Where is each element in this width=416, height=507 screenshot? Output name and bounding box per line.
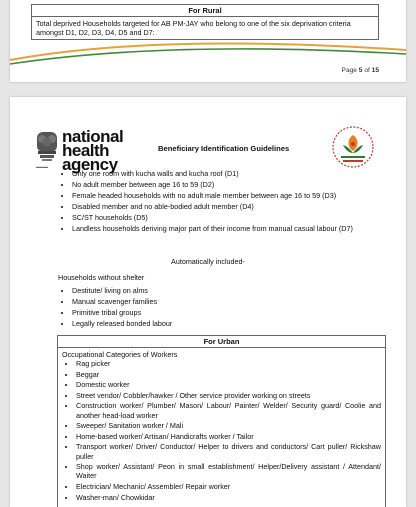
- rural-box-text: Total deprived Households targeted for AB PM-JAY who belong to one of the six deprivation criteria amongst D1, D2, D3, D4, D5 and D7:: [36, 19, 351, 38]
- emblem-caption-icon: ━━━━: [36, 165, 49, 171]
- page-number: Page 5 of 15: [341, 67, 379, 74]
- nha-logo-text: national health agency: [62, 127, 124, 174]
- list-item: • Transport worker/ Driver/ Conductor/ Helper to drivers and conductors/ Cart puller/ Rickshaw puller: [76, 442, 381, 460]
- list-item: • Sweeper/ Sanitation worker / Mali: [76, 421, 381, 430]
- list-item: • Electrician/ Mechanic/ Assembler/ Repair worker: [76, 482, 381, 491]
- document-title: Beneficiary Identification Guidelines: [158, 144, 290, 153]
- list-item: • Destitute/ living on alms: [72, 286, 388, 297]
- urban-box-title: For Urban: [58, 336, 385, 348]
- list-item: • Beggar: [76, 370, 381, 379]
- list-item: • Legally released bonded labour: [72, 319, 388, 330]
- auto-included-list: [58, 286, 388, 330]
- automatically-included-heading: Automatically included-: [171, 257, 245, 266]
- list-item: • No adult member between age 16 to 59 (D2): [72, 179, 388, 190]
- list-item: • SC/ST households (D5): [72, 212, 388, 223]
- households-without-shelter-label: Households without shelter: [58, 273, 145, 282]
- list-item: • Home-based worker/ Artisan/ Handicrafts worker / Tailor: [76, 432, 381, 441]
- list-item: • Construction worker/ Plumber/ Mason/ Labour/ Painter/ Welder/ Security guard/ Coolie and another head-load worker: [76, 401, 381, 419]
- previous-page: [10, 0, 406, 82]
- list-item: • Manual scavenger families: [72, 297, 388, 308]
- pmjay-logo-icon: [330, 125, 376, 173]
- list-item: • Landless households deriving major part of their income from manual casual labour (D7): [72, 223, 388, 234]
- ashoka-emblem-icon: [34, 130, 60, 164]
- rural-box: [31, 4, 379, 40]
- rural-criteria-list: [58, 168, 388, 235]
- urban-box: [57, 335, 386, 507]
- list-item: • Primitive tribal groups: [72, 308, 388, 319]
- footer-swoosh-graphic: [10, 38, 406, 68]
- list-item: • Female headed households with no adult male member between age 16 to 59 (D3): [72, 190, 388, 201]
- occupational-categories-label: Occupational Categories of Workers: [62, 350, 178, 359]
- list-item: • Domestic worker: [76, 380, 381, 389]
- list-item: • Disabled member and no able-bodied adult member (D4): [72, 201, 388, 212]
- list-item: • Rag picker: [76, 359, 381, 368]
- current-page: [10, 97, 406, 507]
- list-item: • Washer-man/ Chowkidar: [76, 493, 381, 502]
- urban-occupation-list: [58, 359, 385, 502]
- list-item: • Only one room with kucha walls and kucha roof (D1): [72, 168, 388, 179]
- list-item: • Shop worker/ Assistant/ Peon in small establishment/ Helper/Delivery assistant / Attendant/ Waiter: [76, 462, 381, 480]
- list-item: • Street vendor/ Cobbler/hawker / Other service provider working on streets: [76, 391, 381, 400]
- rural-box-title: For Rural: [32, 5, 378, 17]
